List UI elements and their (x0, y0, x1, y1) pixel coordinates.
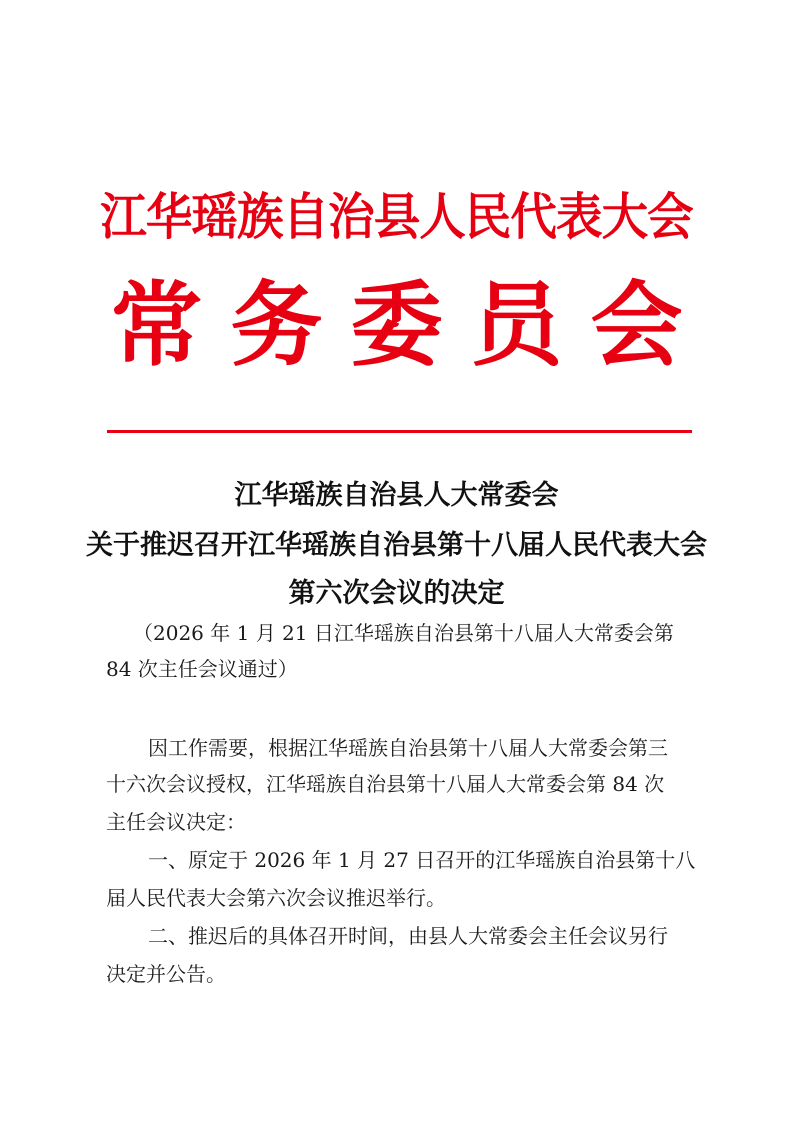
body-paragraph3-line2: 决定并公告。 (106, 962, 226, 986)
adoption-note-line2: 84 次主任会议通过） (106, 657, 298, 681)
red-divider-line (107, 430, 692, 433)
body-paragraph1-line3: 主任会议决定： (106, 810, 246, 834)
document-title-line3: 第六次会议的决定 (288, 578, 505, 609)
body-paragraph2-line2: 届人民代表大会第六次会议推迟举行。 (106, 886, 446, 910)
body-paragraph3-line1: 二、推迟后的具体召开时间，由县人大常委会主任会议另行 (148, 924, 668, 948)
body-paragraph1-line1: 因工作需要，根据江华瑶族自治县第十八届人大常委会第三 (148, 736, 668, 760)
issuer-name-line2: 常务委员会 (110, 272, 711, 379)
body-paragraph2-line1: 一、原定于 2026 年 1 月 27 日召开的江华瑶族自治县第十八 (148, 848, 696, 872)
adoption-note-line1: （2026 年 1 月 21 日江华瑶族自治县第十八届人大常委会第 (133, 621, 674, 645)
body-paragraph1-line2: 十六次会议授权，江华瑶族自治县第十八届人大常委会第 84 次 (106, 772, 665, 796)
document-title-line2: 关于推迟召开江华瑶族自治县第十八届人民代表大会 (86, 530, 707, 561)
document-title-line1: 江华瑶族自治县人大常委会 (234, 480, 559, 511)
issuer-name-line1: 江华瑶族自治县人民代表大会 (100, 188, 693, 246)
